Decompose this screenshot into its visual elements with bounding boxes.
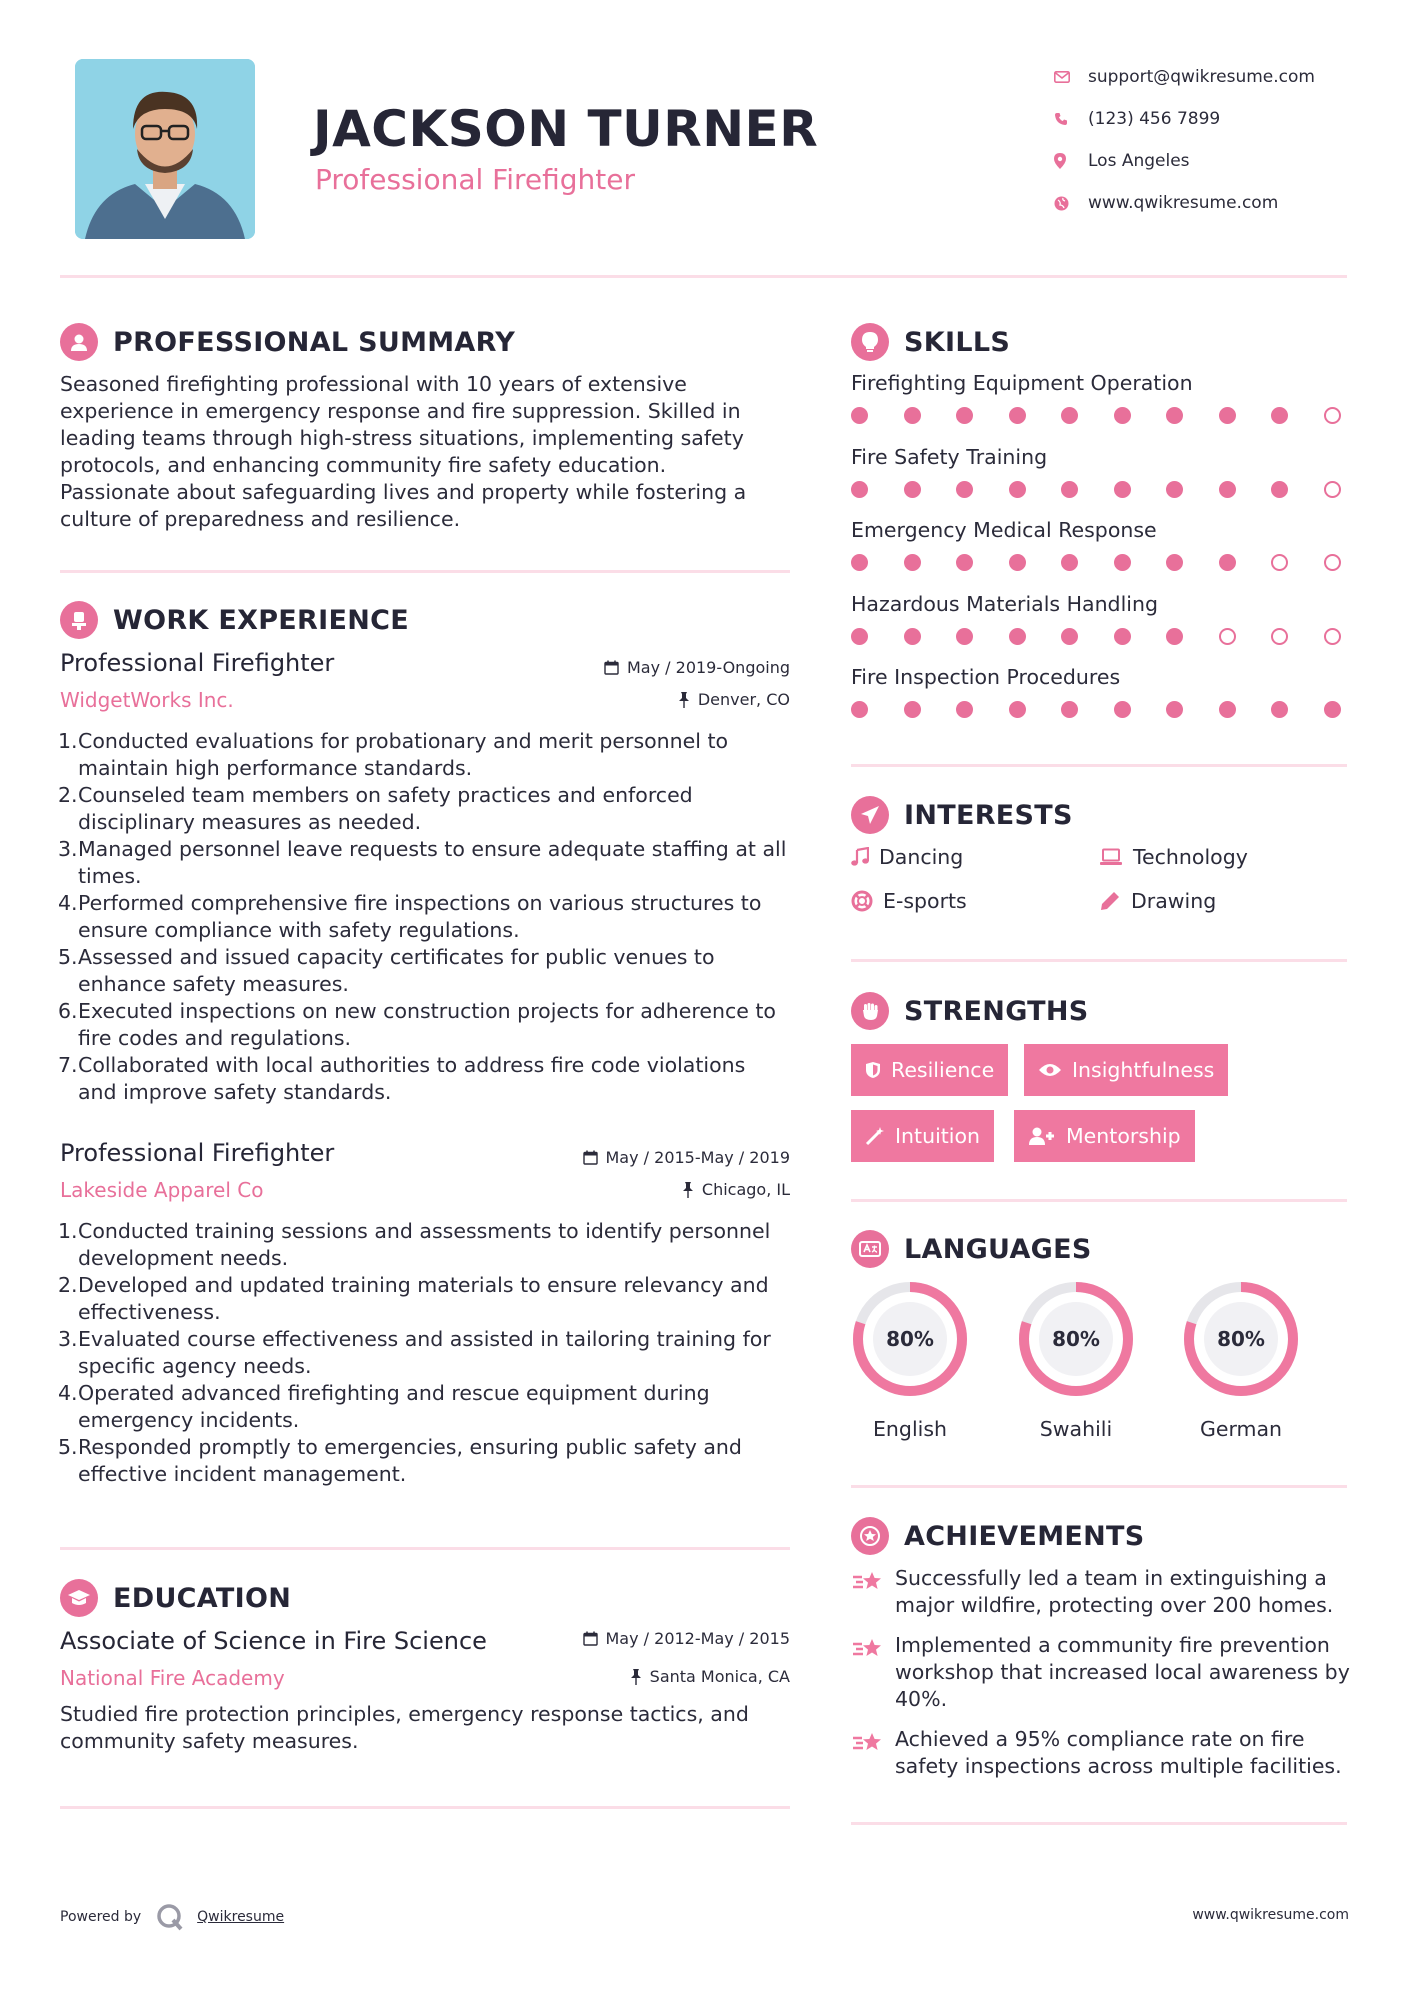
rating-dot-filled xyxy=(1009,701,1026,718)
duty-item: 2. Counseled team members on safety practices and enforced disciplinary measures as needed. xyxy=(58,783,693,834)
rating-dot-filled xyxy=(956,481,973,498)
shooting-star-icon xyxy=(851,1567,885,1595)
experience-divider xyxy=(60,1547,790,1550)
achievement-item: Successfully led a team in extinguishing a major wildfire, protecting over 200 homes. xyxy=(851,1565,1371,1619)
rating-dot-filled xyxy=(1114,481,1131,498)
rating-dot-filled xyxy=(851,407,868,424)
contact-location-text: Los Angeles xyxy=(1088,151,1190,171)
job-2-location-text: Chicago, IL xyxy=(701,1180,790,1199)
skill-name: Emergency Medical Response xyxy=(851,518,1157,542)
skill-rating xyxy=(851,701,1341,718)
skill-rating xyxy=(851,481,1341,498)
contact-website[interactable] xyxy=(1050,182,1360,224)
contact-list xyxy=(1050,56,1360,224)
achievement-item: Achieved a 95% compliance rate on fire safety inspections across multiple facilities. xyxy=(851,1726,1371,1780)
degree-title: Associate of Science in Fire Science xyxy=(60,1627,487,1655)
duty-item: 5. Assessed and issued capacity certificates for public venues to enhance safety measures. xyxy=(58,945,715,996)
languages-title: LANGUAGES xyxy=(904,1233,1092,1265)
calendar-icon xyxy=(583,1150,598,1165)
language-swahili xyxy=(1016,1279,1136,1441)
interests-heading xyxy=(851,796,1073,834)
job-1-title: Professional Firefighter xyxy=(60,649,335,677)
education-heading xyxy=(60,1579,291,1617)
rating-dot-filled xyxy=(956,628,973,645)
job-1-dates-text: May / 2019-Ongoing xyxy=(627,658,790,677)
skill-name: Firefighting Equipment Operation xyxy=(851,371,1193,395)
eye-icon xyxy=(1038,1062,1062,1078)
rating-dot-filled xyxy=(904,628,921,645)
rating-dot-filled xyxy=(1061,407,1078,424)
achievements-divider xyxy=(851,1822,1347,1825)
interest-technology: Technology xyxy=(1099,845,1248,869)
skill-name: Fire Safety Training xyxy=(851,444,1048,469)
skill-rating xyxy=(851,554,1341,571)
candidate-name: JACKSON TURNER xyxy=(313,100,819,158)
rating-dot-filled xyxy=(1114,554,1131,571)
lightbulb-icon xyxy=(851,323,889,361)
summary-title: PROFESSIONAL SUMMARY xyxy=(113,326,516,358)
interest-dancing: Dancing xyxy=(851,845,963,869)
duty-item: 6. Executed inspections on new construction projects for adherence to fire codes and regulations. xyxy=(58,999,776,1050)
language-progress-ring xyxy=(1181,1279,1301,1399)
graduation-cap-icon xyxy=(60,1579,98,1617)
summary-divider xyxy=(60,570,790,573)
strengths-title: STRENGTHS xyxy=(904,995,1089,1027)
rating-dot-filled xyxy=(1271,481,1288,498)
rating-dot-filled xyxy=(1166,407,1183,424)
rating-dot-filled xyxy=(1219,407,1236,424)
rating-dot-filled xyxy=(1219,554,1236,571)
education-title: EDUCATION xyxy=(113,1582,292,1614)
language-name: English xyxy=(872,1417,948,1441)
globe-icon xyxy=(1050,196,1088,211)
rating-dot-empty xyxy=(1324,407,1341,424)
language-name: Swahili xyxy=(1039,1417,1113,1441)
contact-email-text: support@qwikresume.com xyxy=(1088,67,1315,87)
duty-item: 4. Performed comprehensive fire inspections on various structures to ensure compliance with safety regulations. xyxy=(58,891,762,942)
powered-by-label: Powered by xyxy=(60,1909,142,1925)
summary-text: Seasoned firefighting professional with 10 years of extensive experience in emergency response and fire suppression. Skilled in leading teams through high-stress situations, implementing safety protocols, and enhancing community fire safety education. Passionate about safeguarding lives and property while fostering a culture of preparedness and resilience. xyxy=(60,372,747,531)
envelope-icon xyxy=(1050,71,1088,83)
skills-divider xyxy=(851,764,1347,767)
star-badge-icon xyxy=(851,1517,889,1555)
rating-dot-filled xyxy=(1324,701,1341,718)
education-divider xyxy=(60,1806,790,1809)
life-ring-icon xyxy=(851,890,873,912)
shield-icon xyxy=(865,1061,881,1079)
skills-heading xyxy=(851,323,1010,361)
calendar-icon xyxy=(604,660,619,675)
rating-dot-filled xyxy=(1009,407,1026,424)
contact-phone-text: (123) 456 7899 xyxy=(1088,109,1221,129)
education-location-text: Santa Monica, CA xyxy=(649,1667,790,1686)
rating-dot-empty xyxy=(1271,554,1288,571)
strength-insightfulness: Insightfulness xyxy=(1024,1044,1228,1096)
rating-dot-filled xyxy=(1114,407,1131,424)
skills-title: SKILLS xyxy=(904,326,1011,358)
shooting-star-icon xyxy=(851,1634,885,1662)
skill-item xyxy=(851,518,1351,592)
experience-heading xyxy=(60,601,409,639)
strength-mentorship: Mentorship xyxy=(1014,1110,1195,1162)
qwikresume-link[interactable]: Qwikresume xyxy=(197,1909,285,1925)
rating-dot-filled xyxy=(1166,701,1183,718)
education-location xyxy=(630,1667,790,1686)
interests-title: INTERESTS xyxy=(904,799,1073,831)
interests-divider xyxy=(851,959,1347,962)
interest-esports: E-sports xyxy=(851,889,967,913)
duty-item: 3. Evaluated course effectiveness and assisted in tailoring training for specific agency needs. xyxy=(58,1327,771,1378)
rating-dot-filled xyxy=(1219,481,1236,498)
rating-dot-filled xyxy=(904,407,921,424)
map-pin-icon xyxy=(1050,153,1088,169)
language-icon xyxy=(851,1230,889,1268)
job-2-dates xyxy=(583,1148,791,1167)
job-1-location xyxy=(678,690,790,709)
languages-heading xyxy=(851,1230,1092,1268)
contact-phone[interactable] xyxy=(1050,98,1360,140)
languages-divider xyxy=(851,1485,1347,1488)
rating-dot-filled xyxy=(904,701,921,718)
music-note-icon xyxy=(851,847,869,867)
achievements-heading xyxy=(851,1517,1145,1555)
rating-dot-filled xyxy=(904,554,921,571)
duty-item: 7. Collaborated with local authorities to address fire code violations and improve safety standards. xyxy=(58,1053,746,1104)
rating-dot-filled xyxy=(1166,628,1183,645)
contact-email[interactable] xyxy=(1050,56,1360,98)
duty-item: 1. Conducted training sessions and assessments to identify personnel development needs. xyxy=(58,1219,771,1270)
rating-dot-empty xyxy=(1324,481,1341,498)
rating-dot-filled xyxy=(1219,701,1236,718)
achievements-title: ACHIEVEMENTS xyxy=(904,1520,1145,1552)
school-name: National Fire Academy xyxy=(60,1666,285,1690)
fist-icon xyxy=(851,992,889,1030)
language-english xyxy=(850,1279,970,1441)
language-progress-ring xyxy=(1016,1279,1136,1399)
education-dates xyxy=(583,1629,791,1648)
user-icon xyxy=(60,323,98,361)
rating-dot-filled xyxy=(851,481,868,498)
profile-photo xyxy=(75,59,255,239)
strength-resilience: Resilience xyxy=(851,1044,1008,1096)
footer-powered-by xyxy=(60,1902,284,1932)
skill-item xyxy=(851,445,1351,519)
rating-dot-empty xyxy=(1324,554,1341,571)
rating-dot-filled xyxy=(1009,628,1026,645)
rating-dot-empty xyxy=(1271,628,1288,645)
rating-dot-filled xyxy=(1009,481,1026,498)
strengths-divider xyxy=(851,1199,1347,1202)
rating-dot-filled xyxy=(904,481,921,498)
duty-item: 2. Developed and updated training materials to ensure relevancy and effectiveness. xyxy=(58,1273,769,1324)
rating-dot-filled xyxy=(1061,628,1078,645)
laptop-icon xyxy=(1099,848,1123,866)
pushpin-icon xyxy=(682,1182,694,1198)
language-progress-ring xyxy=(850,1279,970,1399)
job-1-company: WidgetWorks Inc. xyxy=(60,688,234,712)
skill-rating xyxy=(851,407,1341,424)
language-percent: 80% xyxy=(1052,1327,1100,1351)
rating-dot-filled xyxy=(851,554,868,571)
education-dates-text: May / 2012-May / 2015 xyxy=(605,1629,790,1648)
rating-dot-filled xyxy=(1114,628,1131,645)
language-name: German xyxy=(1199,1417,1283,1441)
language-german xyxy=(1181,1279,1301,1441)
job-2-dates-text: May / 2015-May / 2019 xyxy=(605,1148,790,1167)
education-description: Studied fire protection principles, emergency response tactics, and community safety measures. xyxy=(60,1702,749,1753)
strengths-heading xyxy=(851,992,1089,1030)
user-plus-icon xyxy=(1028,1126,1056,1146)
duty-item: 3. Managed personnel leave requests to ensure adequate staffing at all times. xyxy=(58,837,787,888)
rating-dot-filled xyxy=(956,554,973,571)
rating-dot-filled xyxy=(956,701,973,718)
achievement-item: Implemented a community fire prevention workshop that increased local awareness by 40%. xyxy=(851,1632,1371,1713)
phone-icon xyxy=(1050,112,1088,126)
rating-dot-filled xyxy=(851,701,868,718)
rating-dot-filled xyxy=(1271,701,1288,718)
rating-dot-filled xyxy=(1061,554,1078,571)
footer-url[interactable]: www.qwikresume.com xyxy=(1192,1907,1349,1923)
skill-rating xyxy=(851,628,1341,645)
rating-dot-empty xyxy=(1324,628,1341,645)
rating-dot-filled xyxy=(851,628,868,645)
contact-website-text: www.qwikresume.com xyxy=(1088,193,1279,213)
duty-item: 5. Responded promptly to emergencies, ensuring public safety and effective incident management. xyxy=(58,1435,742,1486)
calendar-icon xyxy=(583,1631,598,1646)
summary-heading xyxy=(60,323,515,361)
skill-item xyxy=(851,665,1351,739)
rating-dot-filled xyxy=(1061,701,1078,718)
shooting-star-icon xyxy=(851,1728,885,1756)
duty-item: 4. Operated advanced firefighting and rescue equipment during emergency incidents. xyxy=(58,1381,710,1432)
rating-dot-filled xyxy=(1271,407,1288,424)
pushpin-icon xyxy=(630,1669,642,1685)
header-divider xyxy=(60,275,1347,278)
job-1-location-text: Denver, CO xyxy=(697,690,790,709)
strength-intuition: Intuition xyxy=(851,1110,994,1162)
qwikresume-logo-icon xyxy=(155,1902,185,1932)
skill-item xyxy=(851,371,1351,445)
paper-plane-icon xyxy=(851,796,889,834)
job-1-dates xyxy=(604,658,790,677)
job-2-duties xyxy=(60,1218,790,1488)
job-2-title: Professional Firefighter xyxy=(60,1139,335,1167)
rating-dot-filled xyxy=(1114,701,1131,718)
rating-dot-filled xyxy=(1166,554,1183,571)
skills-list xyxy=(851,371,1351,739)
job-2-location xyxy=(682,1180,790,1199)
candidate-role: Professional Firefighter xyxy=(315,163,636,196)
rating-dot-filled xyxy=(1166,481,1183,498)
pencil-icon xyxy=(1099,890,1121,912)
skill-item xyxy=(851,592,1351,666)
rating-dot-filled xyxy=(1009,554,1026,571)
language-percent: 80% xyxy=(886,1327,934,1351)
contact-location xyxy=(1050,140,1360,182)
rating-dot-empty xyxy=(1219,628,1236,645)
briefcase-icon xyxy=(60,601,98,639)
skill-name: Fire Inspection Procedures xyxy=(851,665,1121,689)
magic-wand-icon xyxy=(865,1126,885,1146)
language-percent: 80% xyxy=(1217,1327,1265,1351)
job-1-duties xyxy=(60,728,790,1106)
rating-dot-filled xyxy=(1061,481,1078,498)
job-2-company: Lakeside Apparel Co xyxy=(60,1178,264,1202)
pushpin-icon xyxy=(678,692,690,708)
interest-drawing: Drawing xyxy=(1099,889,1216,913)
duty-item: 1. Conducted evaluations for probationary and merit personnel to maintain high performance standards. xyxy=(58,729,729,780)
rating-dot-filled xyxy=(956,407,973,424)
skill-name: Hazardous Materials Handling xyxy=(851,591,1158,616)
experience-title: WORK EXPERIENCE xyxy=(113,604,409,636)
